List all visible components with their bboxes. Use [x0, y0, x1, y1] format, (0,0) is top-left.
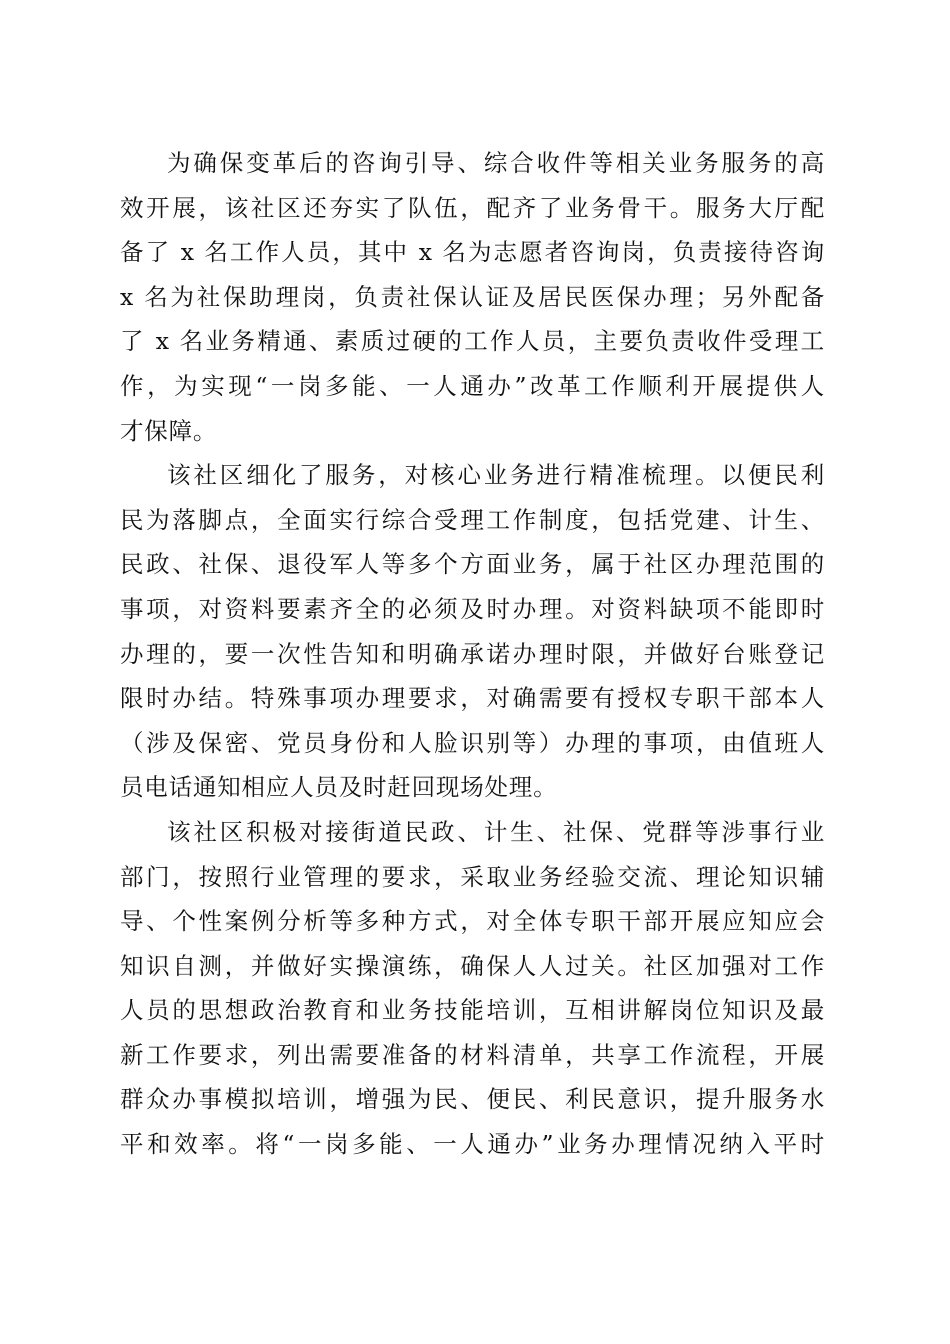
paragraph-training: [120, 810, 825, 1167]
paragraph-staffing: [120, 141, 825, 453]
text-line: 备了 x 名工作人员，其中 x 名为志愿者咨询岗，负责接待咨询: [120, 238, 825, 267]
text-line: 知识自测，并做好实操演练，确保人人过关。社区加强对工作: [120, 951, 825, 980]
document-page: [120, 141, 825, 1167]
text-line: 效开展，该社区还夯实了队伍，配齐了业务骨干。服务大厅配: [120, 193, 825, 222]
text-line: 民为落脚点，全面实行综合受理工作制度，包括党建、计生、: [120, 505, 825, 534]
text-line: 作，为实现“一岗多能、一人通办”改革工作顺利开展提供人: [120, 371, 825, 400]
text-line: 才保障。: [120, 416, 218, 445]
text-line: x 名为社保助理岗，负责社保认证及居民医保办理；另外配备: [120, 282, 825, 311]
text-line: 为确保变革后的咨询引导、综合收件等相关业务服务的高: [167, 149, 825, 177]
text-line: 民政、社保、退役军人等多个方面业务，属于社区办理范围的: [120, 550, 825, 579]
text-line: 限时办结。特殊事项办理要求，对确需要有授权专职干部本人: [120, 684, 825, 713]
text-line: 该社区细化了服务，对核心业务进行精准梳理。以便民利: [167, 461, 825, 490]
text-line: 员电话通知相应人员及时赶回现场处理。: [120, 773, 558, 802]
text-line: 部门，按照行业管理的要求，采取业务经验交流、理论知识辅: [120, 862, 825, 891]
text-line: 办理的，要一次性告知和明确承诺办理时限，并做好台账登记: [120, 639, 825, 668]
text-line: （涉及保密、党员身份和人脸识别等）办理的事项，由值班人: [120, 728, 825, 757]
text-line: 该社区积极对接街道民政、计生、社保、党群等涉事行业: [167, 817, 825, 846]
text-line: 人员的思想政治教育和业务技能培训，互相讲解岗位知识及最: [120, 996, 825, 1025]
text-line: 了 x 名业务精通、素质过硬的工作人员，主要负责收件受理工: [120, 327, 825, 356]
text-line: 导、个性案例分析等多种方式，对全体专职干部开展应知应会: [120, 907, 825, 936]
paragraph-services: [120, 453, 825, 810]
text-line: 群众办事模拟培训，增强为民、便民、利民意识，提升服务水: [120, 1085, 825, 1114]
text-line: 平和效率。将“一岗多能、一人通办”业务办理情况纳入平时: [120, 1130, 825, 1159]
text-line: 新工作要求，列出需要准备的材料清单，共享工作流程，开展: [120, 1040, 825, 1069]
text-line: 事项，对资料要素齐全的必须及时办理。对资料缺项不能即时: [120, 594, 825, 623]
